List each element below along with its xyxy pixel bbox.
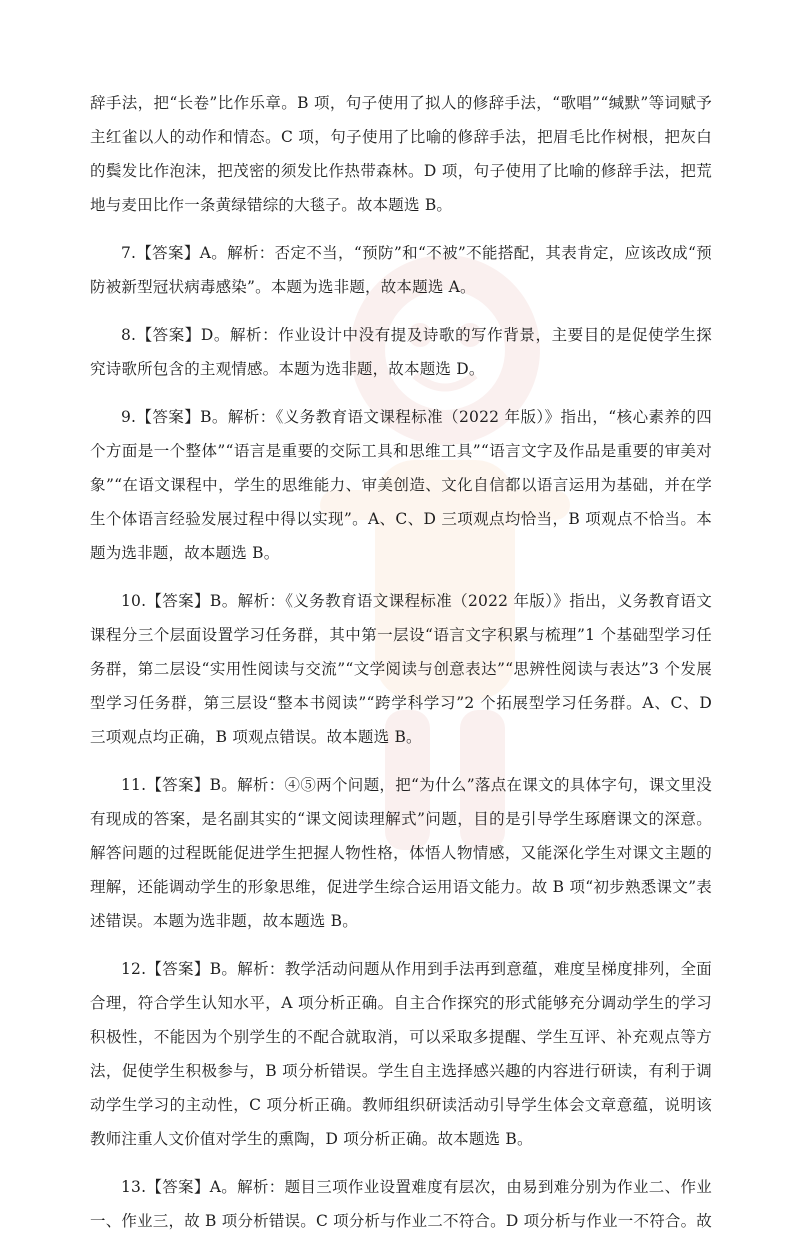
paragraph-answer-10: 10.【答案】B。解析：《义务教育语文课程标准（2022 年版）》指出，义务教育语文课程分三个层面设置学习任务群，其中第一层设“语言文字积累与梳理”1 个基础型学习任务群，第二层设“实用性阅读与交流”“文学阅读与创意表达”“思辨性阅读与表达”3 个发展型学习任务群，第三层设“整本书阅读”“跨学科学习”2 个拓展型学习任务群。A、C、D 三项观点均正确，B 项观点错误。故本题选 B。 (90, 592, 712, 746)
paragraph-answer-8: 8.【答案】D。解析：作业设计中没有提及诗歌的写作背景，主要目的是促使学生探究诗歌所包含的主观情感。本题为选非题，故本题选 D。 (90, 326, 712, 378)
paragraph-answer-9: 9.【答案】B。解析：《义务教育语文课程标准（2022 年版）》指出，“核心素养的四个方面是一个整体”“语言是重要的交际工具和思维工具”“语言文字及作品是重要的审美对象”“在语文课程中，学生的思维能力、审美创造、文化自信都以语言运用为基础，并在学生个体语言经验发展过程中得以实现”。A、C、D 三项观点均恰当，B 项观点不恰当。本题为选非题，故本题选 B。 (90, 408, 712, 562)
paragraph-answer-12: 12.【答案】B。解析：教学活动问题从作用到手法再到意蕴，难度呈梯度排列，全面合理，符合学生认知水平，A 项分析正确。自主合作探究的形式能够充分调动学生的学习积极性，不能因为个别学生的不配合就取消，可以采取多提醒、学生互评、补充观点等方法，促使学生积极参与，B 项分析错误。学生自主选择感兴趣的内容进行研读，有利于调动学生学习的主动性，C 项分析正确。教师组织研读活动引导学生体会文章意蕴，说明该教师注重人文价值对学生的熏陶，D 项分析正确。故本题选 B。 (90, 960, 712, 1148)
paragraph-continuation: 辞手法，把“长卷”比作乐章。B 项，句子使用了拟人的修辞手法，“歌唱”“缄默”等词赋予主红雀以人的动作和情态。C 项，句子使用了比喻的修辞手法，把眉毛比作树根，把灰白的鬓发比作泡沫，把茂密的须发比作热带森林。D 项，句子使用了比喻的修辞手法，把荒地与麦田比作一条黄绿错综的大毯子。故本题选 B。 (90, 94, 712, 214)
paragraph-answer-7: 7.【答案】A。解析：否定不当，“预防”和“不被”不能搭配，其表肯定，应该改成“预防被新型冠状病毒感染”。本题为选非题，故本题选 A。 (90, 244, 712, 296)
paragraph-answer-13: 13.【答案】A。解析：题目三项作业设置难度有层次，由易到难分别为作业二、作业一、作业三，故 B 项分析错误。C 项分析与作业二不符合。D 项分析与作业一不符合。故 (90, 1178, 712, 1230)
paragraph-answer-11: 11.【答案】B。解析：④⑤两个问题，把“为什么”落点在课文的具体字句，课文里没有现成的答案，是名副其实的“课文阅读理解式”问题，目的是引导学生琢磨课文的深意。解答问题的过程既能促进学生把握人物性格，体悟人物情感，又能深化学生对课文主题的理解，还能调动学生的形象思维，促进学生综合运用语文能力。故 B 项“初步熟悉课文”表述错误。本题为选非题，故本题选 B。 (90, 776, 712, 930)
answer-explanations (90, 86, 712, 1252)
